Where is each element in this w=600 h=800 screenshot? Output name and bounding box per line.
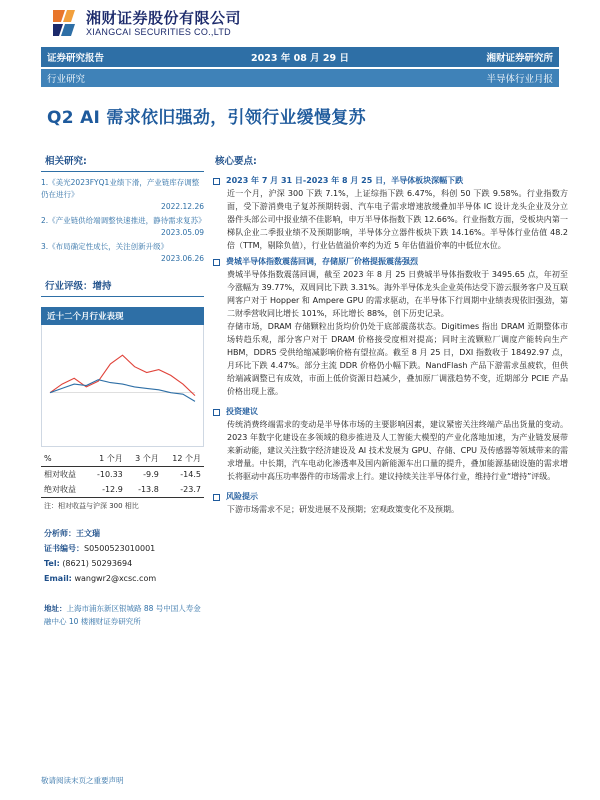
- related-item[interactable]: 1.《美光2023FYQ1业绩下滑，产业链库存调整仍在进行》 2022.12.26: [41, 178, 204, 211]
- report-date: 2023 年 08 月 29 日: [251, 53, 349, 64]
- report-category: 行业研究: [47, 74, 86, 85]
- table-row: 相对收益 -10.33 -9.9 -14.5: [44, 470, 201, 479]
- paragraph: 费城半导体指数震荡回调，截至 2023 年 8 月 25 日费城半导体指数收于 3495.65 点，年初至今涨幅为 39.77%，双周同比下跌 3.31%。海外半导体龙头企业英伟达受下游云服务客户及互联网客户对于 Hopper 和 Ampere GPU 的需求驱动，在半导体下行周期中业绩表现依旧强劲，第二财季营收同比增长 101%，环比增长 88%，创下历史记录。: [227, 270, 569, 318]
- report-subcategory: 半导体行业月报: [486, 74, 553, 85]
- related-item[interactable]: 3.《布局确定性成长，关注创新升级》 2023.06.26: [41, 242, 204, 263]
- core-points-heading: 核心要点:: [215, 156, 257, 167]
- chart-title: 近十二个月行业表现: [41, 307, 204, 325]
- series-line-半导体: [50, 355, 195, 395]
- checkbox-bullet-icon: [213, 409, 220, 416]
- subheader-bar: [41, 69, 559, 87]
- institute-name: 湘财证券研究所: [486, 53, 553, 64]
- paragraph: 传统消费终端需求的变动是半导体市场的主要影响因素，建议紧密关注终端产品出货量的变动。2023 年数字化建设在多领域的稳步推进及人工智能大模型的产业化落地加速，为产业链发展带来新动能，建议关注数字经济建设及 AI 技术发展为 GPU、存储、CPU 及传感器等领域带来的需求增量。中长期，汽车电动化渗透率及国内新能源车出口量的提升，叠加能源基础设施的需求增长将驱动中高压功率器件的市场需求上行。建议持续关注半导体行业，维持行业“增持”评级。: [227, 420, 568, 481]
- main-content: [213, 150, 568, 516]
- table-header-row: % 1 个月 3 个月 12 个月: [41, 451, 204, 467]
- performance-chart: [41, 325, 204, 447]
- section-title: 风险提示: [213, 491, 568, 503]
- analyst-email[interactable]: wangwr2@xcsc.com: [74, 574, 157, 583]
- table-row: 绝对收益 -12.9 -13.8 -23.7: [41, 482, 204, 498]
- paragraph: 存储市场，DRAM 存储颗粒出货均价仍处于底部震荡状态。Digitimes 指出 DRAM 近期整体市场转趋乐观，部分客户对于 DRAM 价格接受度相对提高；同时主流颗粒厂调度产能转向生产 HBM，DDR5 受供给缩减影响价格有望拉高。截至 8 月 25 日，DXI 指数收于 18492.97 点，月环比下跌 4.47%。部分主流 DDR 价格仍小幅下跌。NandFlash 产品下游需求虽疲软，但供给端减调整已有成效，市面上低价资源日趋减少，叠加原厂调涨趋势不变，近期部分 PCIE 产品价格出现上涨。: [227, 322, 568, 396]
- analyst-info: 分析师：王文瑞 证书编号：S0500523010001 Tel: (8621) 50293694 Email: wangwr2@xcsc.com: [44, 529, 157, 583]
- checkbox-bullet-icon: [213, 259, 220, 266]
- related-research-list: [41, 177, 204, 265]
- performance-table: [41, 451, 204, 498]
- checkbox-bullet-icon: [213, 178, 220, 185]
- paragraph: 近一个月，沪深 300 下跌 7.1%，上证综指下跌 6.47%，科创 50 下跌 9.58%。行业指数方面，受下游消费电子复苏预期转弱、汽车电子需求增速放缓叠加半导体 IC 设计龙头企业及分立器件头部公司中报业绩不佳影响，申万半导体指数下跌 12.66%。行业指数方面，受板块内第一梯队企业二季报业绩不及预期影响，半导体分立器件板块下跌 14.16%。半导体行业估值 48.2 倍（TTM，剔除负值），行业估值溢价率约为近 5 年估值溢价率的中低位水位。: [227, 189, 568, 250]
- company-logo: [47, 4, 241, 42]
- table-note: 注：相对收益与沪深 300 相比: [44, 502, 139, 510]
- header-bar: [41, 47, 559, 67]
- address: 地址：上海市浦东新区银城路 88 号中国人寿金融中心 10 楼湘财证券研究所: [44, 604, 201, 626]
- report-type: 证券研究报告: [47, 53, 105, 64]
- report-title: Q2 AI 需求依旧强劲，引领行业缓慢复苏: [47, 108, 366, 128]
- xiangcai-logo-icon: [47, 6, 81, 40]
- section-title: 费城半导体指数震荡回调，存储原厂价格提振震荡强烈: [213, 256, 568, 268]
- analyst-tel: (8621) 50293694: [62, 559, 133, 568]
- paragraph: 下游市场需求不足；研发进展不及预期；宏观政策变化不及预期。: [227, 505, 459, 514]
- performance-chart-svg: [42, 325, 203, 446]
- related-item[interactable]: 2.《产业链供给端调整快速推进，静待需求复苏》 2023.05.09: [41, 216, 206, 237]
- section-title: 投资建议: [213, 406, 568, 418]
- series-line-沪深300: [50, 380, 195, 402]
- analyst-name: 王文瑞: [76, 529, 100, 538]
- section-title: 2023 年 7 月 31 日-2023 年 8 月 25 日，半导体板块深幅下跌: [213, 175, 568, 187]
- sidebar: [41, 150, 204, 628]
- certificate-number: S0500523010001: [84, 544, 156, 553]
- company-name-cn: 湘财证券股份有限公司: [86, 8, 242, 27]
- footer-disclaimer: 敬请阅读末页之重要声明: [41, 776, 124, 785]
- industry-rating: 行业评级：增持: [41, 275, 204, 297]
- checkbox-bullet-icon: [213, 494, 220, 501]
- related-research-heading: 相关研究:: [41, 150, 204, 172]
- company-name-en: XIANGCAI SECURITIES CO.,LTD: [86, 26, 231, 37]
